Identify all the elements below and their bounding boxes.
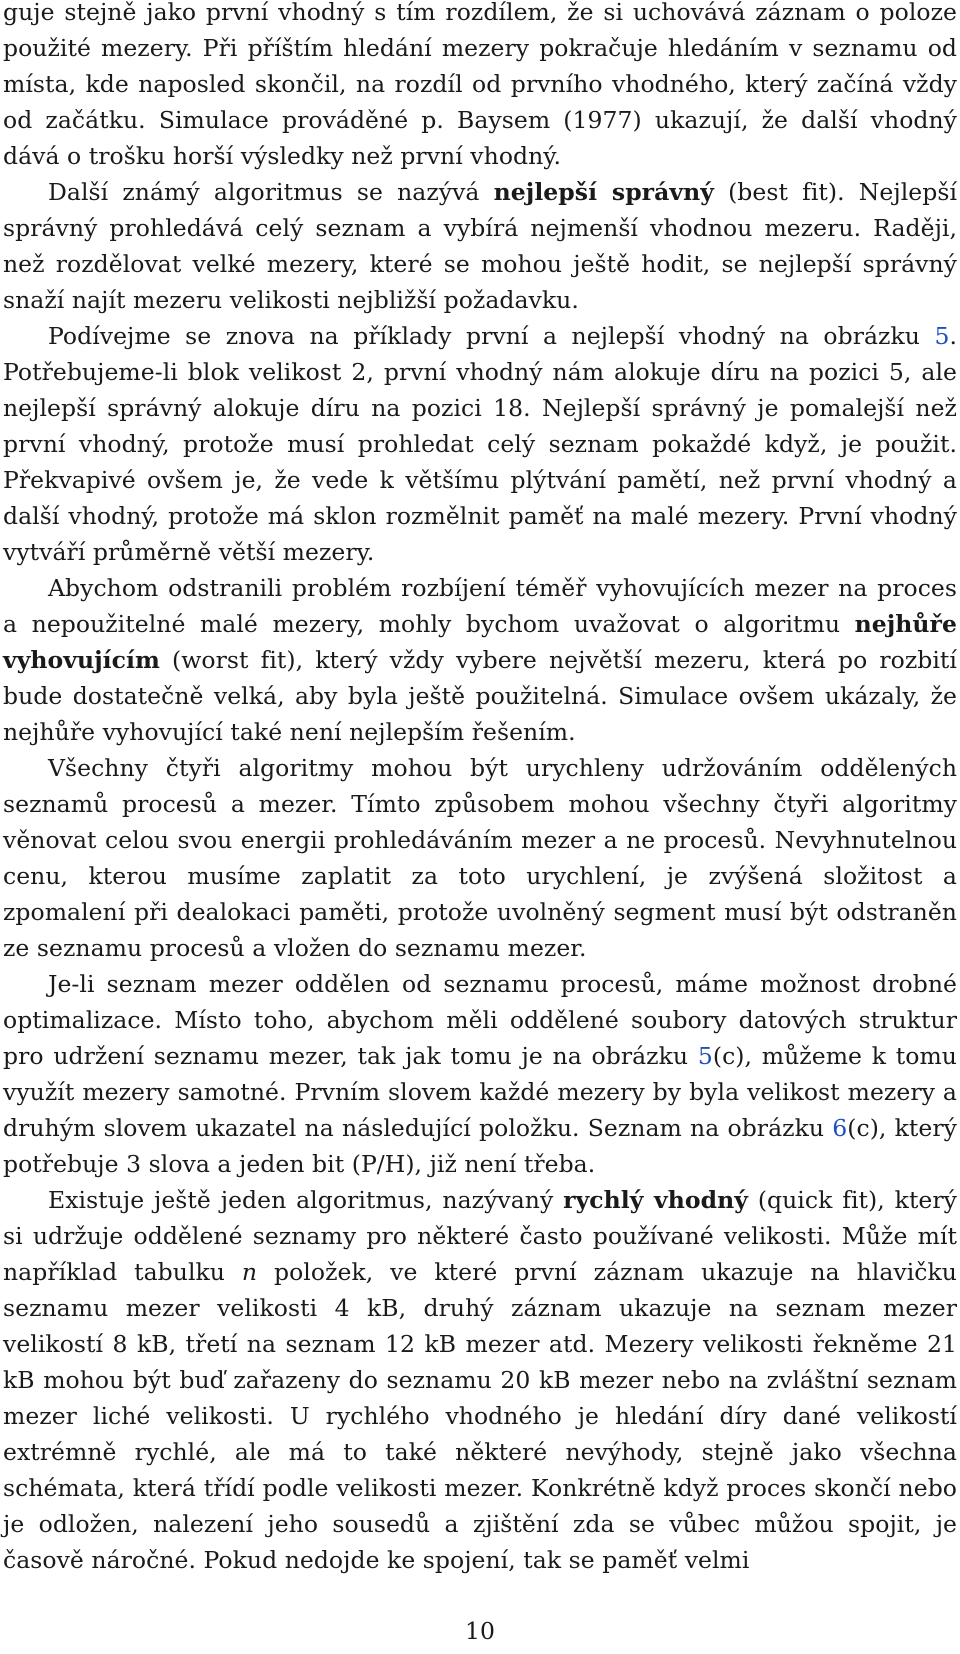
text-run: položek, ve které první záznam ukazuje na hlavičku seznamu mezer velikosti 4 kB, druhý záznam ukazuje na seznam mezer velikostí 8 kB, třetí na seznam 12 kB mezer atd. Mezery velikosti řekněme 21 kB mohou být buď zařazeny do seznamu 20 kB mezer nebo na zvláštní seznam mezer liché velikosti. U rychlého vhodného je hledání díry dané velikostí extrémně rychlé, ale má to také některé nevýhody, stejně jako všechna schémata, která třídí podle velikosti mezer. Konkrétně když proces skončí nebo je odložen, nalezení jeho sousedů a zjištění zda se vůbec můžou spojit, je časově náročné. Pokud nedojde ke spojení, tak se paměť velmi xyxy=(3,1258,957,1574)
text-run: (best fit). Nejlepší správný prohledává celý seznam a vybírá nejmenší vhodnou mezeru. Raději, než rozdělovat velké mezery, které se mohou ještě hodit, se nejlepší správný snaží najít mezeru velikosti nejbližší požadavku. xyxy=(3,178,958,314)
text-run: Podívejme se znova na příklady první a nejlepší vhodný na obrázku xyxy=(48,322,935,350)
text-run: (worst fit), který vždy vybere největší mezeru, která po rozbití bude dostatečně velká, aby byla ještě použitelná. Simulace ovšem ukázaly, že nejhůře vyhovující také není nejlepším řešením. xyxy=(3,646,957,746)
paragraph xyxy=(3,750,957,966)
bold-term: nejhůře vyhovujícím xyxy=(3,610,957,674)
bold-term: rychlý vhodný xyxy=(563,1186,748,1214)
text-run: Je-li seznam mezer oddělen od seznamu procesů, máme možnost drobné optimalizace. Místo toho, abychom měli oddělené soubory datových struktur pro udržení seznamu mezer, tak jak tomu je na obrázku xyxy=(3,970,957,1070)
paragraph xyxy=(3,1182,957,1578)
text-run: Existuje ještě jeden algoritmus, nazývaný xyxy=(48,1186,564,1214)
page-number: 10 xyxy=(465,1617,495,1645)
text-run: Další známý algoritmus se nazývá xyxy=(48,178,494,206)
text-run: (quick fit), který si udržuje oddělené seznamy pro některé často používané velikosti. Může mít například tabulku xyxy=(3,1186,957,1286)
paragraph xyxy=(3,570,957,750)
paragraph xyxy=(3,966,957,1182)
paragraph xyxy=(3,0,957,174)
text-run: (c), který potřebuje 3 slova a jeden bit (P/H), již není třeba. xyxy=(3,1114,957,1178)
text-run: Abychom odstranili problém rozbíjení téměř vyhovujících mezer na proces a nepoužitelné malé mezery, mohly bychom uvažovat o algoritmu xyxy=(3,574,957,638)
text-run: . Potřebujeme-li blok velikost 2, první vhodný nám alokuje díru na pozici 5, ale nejlepší správný alokuje díru na pozici 18. Nejlepší správný je pomalejší než první vhodný, protože musí prohledat celý seznam pokaždé když, je použit. Překvapivé ovšem je, že vede k většímu plýtvání pamětí, než první vhodný a další vhodný, protože má sklon rozmělnit paměť na malé mezery. První vhodný vytváří průměrně větší mezery. xyxy=(3,322,957,566)
bold-term: nejlepší správný xyxy=(493,178,714,206)
text-run: (c), můžeme k tomu využít mezery samotné. Prvním slovem každé mezery by byla velikost mezery a druhým slovem ukazatel na následující položku. Seznam na obrázku xyxy=(3,1042,957,1142)
math-variable: n xyxy=(241,1258,258,1286)
document-body xyxy=(3,0,957,1578)
paragraph xyxy=(3,174,957,318)
text-run: guje stejně jako první vhodný s tím rozdílem, že si uchovává záznam o poloze použité mezery. Při příštím hledání mezery pokračuje hledáním v seznamu od místa, kde naposled skončil, na rozdíl od prvního vhodného, který začíná vždy od začátku. Simulace prováděné p. Baysem (1977) ukazují, že další vhodný dává o trošku horší výsledky než první vhodný. xyxy=(3,0,957,170)
figure-reference-link[interactable]: 6 xyxy=(832,1114,848,1142)
figure-reference-link[interactable]: 5 xyxy=(697,1042,713,1070)
text-run: Všechny čtyři algoritmy mohou být urychleny udržováním oddělených seznamů procesů a mezer. Tímto způsobem mohou všechny čtyři algoritmy věnovat celou svou energii prohledáváním mezer a ne procesů. Nevyhnutelnou cenu, kterou musíme zaplatit za toto urychlení, je zvýšená složitost a zpomalení při dealokaci paměti, protože uvolněný segment musí být odstraněn ze seznamu procesů a vložen do seznamu mezer. xyxy=(3,754,957,962)
figure-reference-link[interactable]: 5 xyxy=(934,322,950,350)
paragraph xyxy=(3,318,957,570)
